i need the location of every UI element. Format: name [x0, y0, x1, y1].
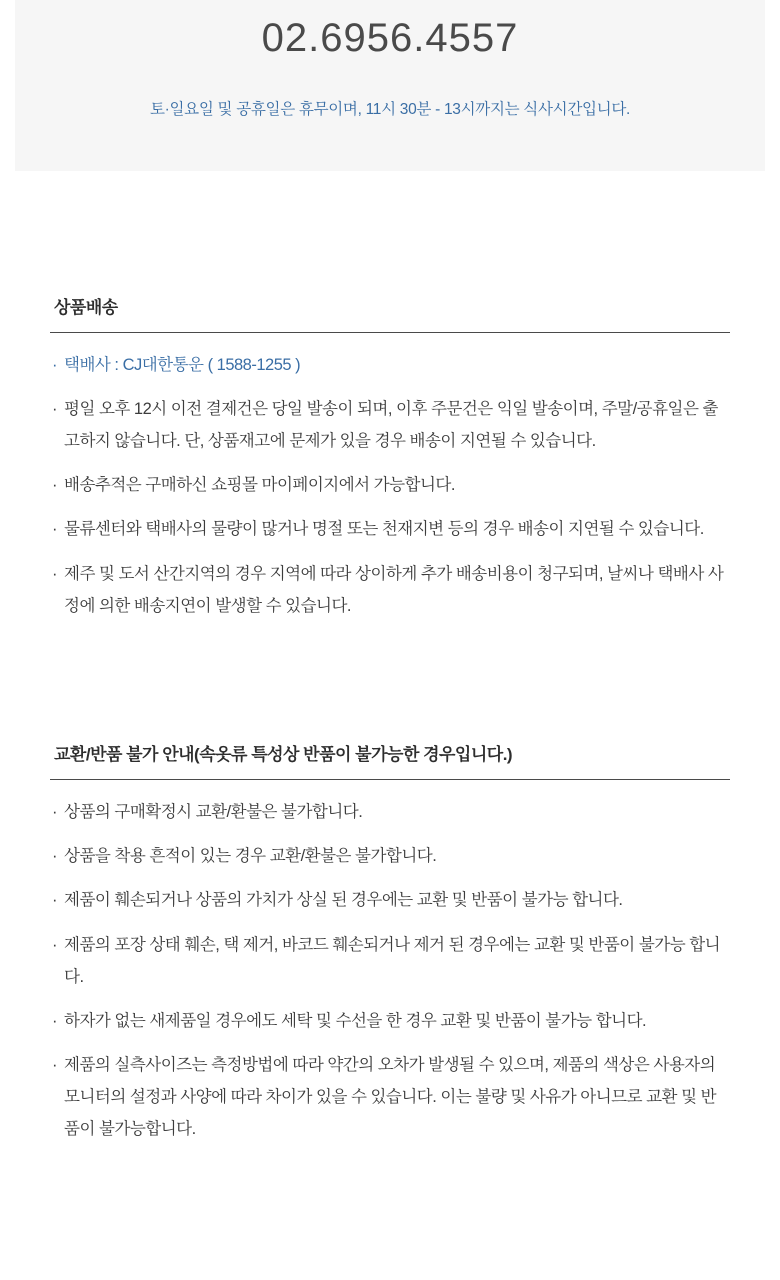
shipping-section-title: 상품배송 — [54, 297, 118, 317]
list-item: · 상품을 착용 흔적이 있는 경우 교환/환불은 불가합니다. — [50, 840, 730, 872]
business-hours-note: 토·일요일 및 공휴일은 휴무이며, 11시 30분 - 13시까지는 식사시간입니다. — [149, 101, 631, 118]
divider — [50, 332, 730, 333]
list-item: · 제품의 포장 상태 훼손, 택 제거, 바코드 훼손되거나 제거 된 경우에는 교환 및 반품이 불가능 합니다. — [50, 929, 730, 993]
exchange-list — [50, 796, 730, 1146]
list-item[interactable]: · 택배사 : CJ대한통운 ( 1588-1255 ) — [50, 349, 730, 381]
phone-number: 02.6956.4557 — [261, 16, 519, 60]
shipping-section — [50, 293, 730, 622]
bottom-spacer — [0, 1158, 780, 1188]
contact-banner — [15, 0, 765, 171]
list-item: · 상품의 구매확정시 교환/환불은 불가합니다. — [50, 796, 730, 828]
exchange-section — [50, 740, 730, 1146]
list-item: · 물류센터와 택배사의 물량이 많거나 명절 또는 천재지변 등의 경우 배송이 지연될 수 있습니다. — [50, 513, 730, 545]
list-item: · 제품의 실측사이즈는 측정방법에 따라 약간의 오차가 발생될 수 있으며, 제품의 색상은 사용자의 모니터의 설정과 사양에 따라 차이가 있을 수 있습니다. 이는 불량 및 사유가 아니므로 교환 및 반품이 불가능합니다. — [50, 1049, 730, 1146]
list-item: · 평일 오후 12시 이전 결제건은 당일 발송이 되며, 이후 주문건은 익일 발송이며, 주말/공휴일은 출고하지 않습니다. 단, 상품재고에 문제가 있을 경우 배송이 지연될 수 있습니다. — [50, 393, 730, 457]
list-item: · 배송추적은 구매하신 쇼핑몰 마이페이지에서 가능합니다. — [50, 469, 730, 501]
list-item: · 제품이 훼손되거나 상품의 가치가 상실 된 경우에는 교환 및 반품이 불가능 합니다. — [50, 884, 730, 916]
divider — [50, 779, 730, 780]
list-item: · 제주 및 도서 산간지역의 경우 지역에 따라 상이하게 추가 배송비용이 청구되며, 날씨나 택배사 사정에 의한 배송지연이 발생할 수 있습니다. — [50, 558, 730, 622]
exchange-section-title: 교환/반품 불가 안내(속옷류 특성상 반품이 불가능한 경우입니다.) — [54, 745, 513, 764]
shipping-list — [50, 349, 730, 622]
list-item: · 하자가 없는 새제품일 경우에도 세탁 및 수선을 한 경우 교환 및 반품이 불가능 합니다. — [50, 1005, 730, 1037]
